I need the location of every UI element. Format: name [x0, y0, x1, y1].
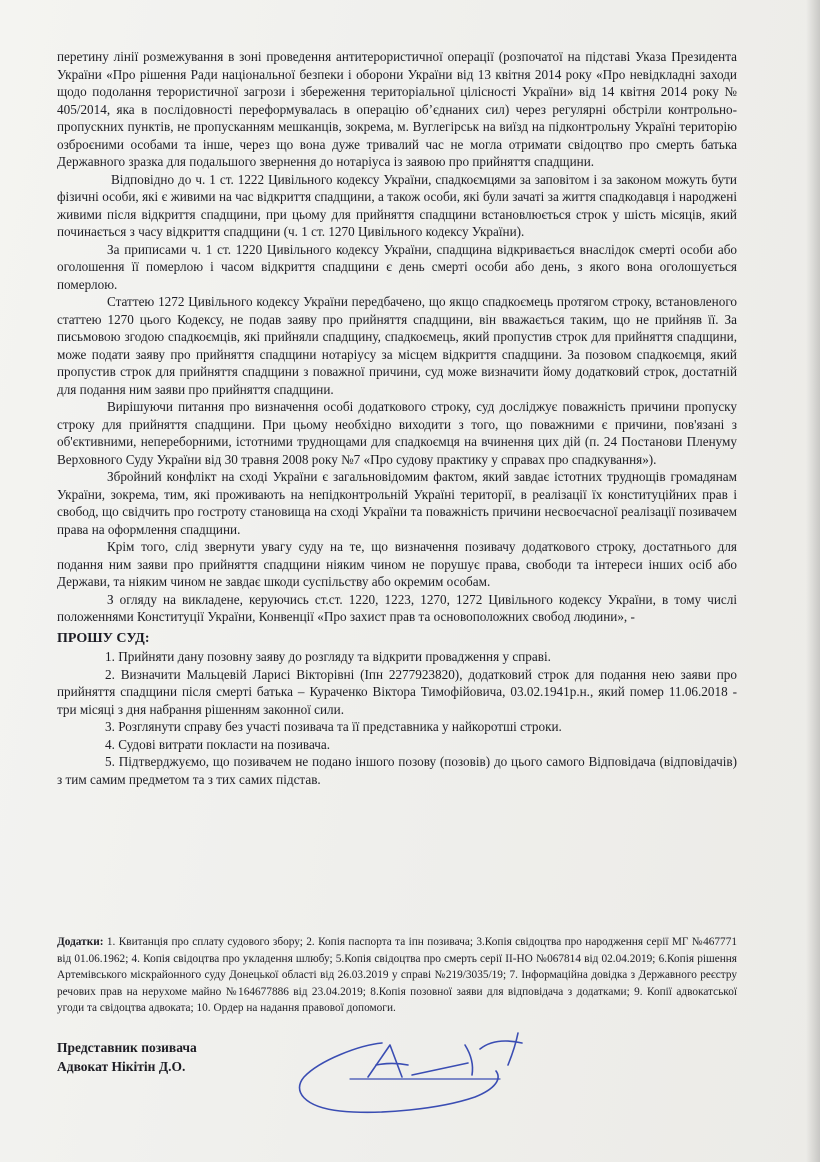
request-item: 4. Судові витрати покласти на позивача. [105, 736, 331, 752]
paragraph-article-1272: Статтею 1272 Цивільного кодексу України передбачено, що якщо спадкоємець протягом строку, встановленого статтею 1270 цього Кодексу, не подав заяву про прийняття спадщини, він вважається таким, що не прийняв її. За письмовою згодою спадкоємців, які прийняли спадщину, спадкоємець, який пропустив строк для прийняття спадщини, може подати заяву про прийняття спадщини нотаріусу за місцем відкриття спадщини. За позовом спадкоємця, який пропустив строк для прийняття спадщини з поважної причини, суд може визначити йому додатковий строк, достатній для подання ним заяви про прийняття спадщини. [57, 294, 737, 397]
attachments-label: Додатки: [57, 936, 104, 948]
request-heading: ПРОШУ СУД: [57, 630, 150, 646]
request-item: 5. Підтверджуємо, що позивачем не подано іншого позову (позовів) до цього самого Відповідача (відповідачів) з тим самим предметом та з тих самих підстав. [57, 754, 737, 787]
paragraph-continuation: перетину лінії розмежування в зоні проведення антитерористичної операції (розпочатої на підставі Указа Президента України «Про рішення Ради національної безпеки і оборони України від 13 квітня 2014 року «Про невідкладні заходи щодо подолання терористичної загрози і збереження територіальної цілісності України» від 14 квітня 2014 року № 405/2014, яка в послідовності переформувалась в операцію об’єднаних сил) через регулярні обстріли контрольно-пропускних пунктів, не пропусканням мешканців, зокрема, м. Вуглегірськ на виїзд на підконтрольну Україні територію озброєними особами та інше, через що вона дуже тривалий час не могла отримати свідоцтво про смерть батька Державного зразка для подальшого звернення до нотаріуса із заявою про прийняття спадщини. [57, 49, 737, 169]
document-body [57, 48, 737, 788]
request-item: 2. Визначити Мальцевій Ларисі Вікторівні (Іпн 2277923820), додатковий строк для подання нею заяви про прийняття спадщини після смерті батька – Кураченко Віктора Тимофійовича, 03.02.1941р.н., який помер 11.06.2018 - три місяці з дня набрання рішенням законної сили. [57, 666, 737, 717]
paragraph-additional-term: Вирішуючи питання про визначення особі додаткового строку, суд досліджує поважність причини пропуску строку для прийняття спадщини. При цьому необхідно виходити з того, що поважними є причини, пов'язані з об'єктивними, непереборними, істотними труднощами для спадкоємця на вчинення цих дій (п. 24 Постанови Пленуму Верховного Суду України від 30 травня 2008 року №7 «Про судову практику у справах про спадкування»). [57, 399, 737, 467]
request-item: 1. Прийняти дану позовну заяву до розгляду та відкрити провадження у справі. [105, 649, 551, 664]
paragraph-article-1220: За приписами ч. 1 ст. 1220 Цивільного кодексу України, спадщина відкривається внаслідок смерті особи або оголошення її померлою і часом відкриття спадщини є день смерті особи або день, з якого вона оголошується померлою. [57, 241, 737, 292]
signatory-role: Представник позивача [57, 1040, 197, 1055]
paragraph-conclusion: З огляду на викладене, керуючись ст.ст. 1220, 1223, 1270, 1272 Цивільного кодексу України, в тому числі положеннями Конституції України, Конвенції «Про захист прав та основоположних свобод людини», - [57, 591, 737, 624]
signature-block [57, 1038, 197, 1076]
request-item: 3. Розглянути справу без участі позивача та її представника у найкоротші строки. [105, 719, 562, 734]
signatory-name: Адвокат Нікітін Д.О. [57, 1059, 186, 1074]
attachments-list: 1. Квитанція про сплату судового збору; 2. Копія паспорта та іпн позивача; 3.Копія свідоцтва про народження серії МГ №467771 від 01.06.1962; 4. Копія свідоцтва про укладення шлюбу; 5.Копія свідоцтва про смерть серії ІІ-НО №067814 від 02.04.2019; 6.Копія рішення Артемівського міскрайонного суду Донецької області від 26.03.2019 у справі №219/3035/19; 7. Інформаційна довідка з Державного реєстру речових прав на нерухоме майно №164677886 від 23.04.2019; 8.Копія позовної заяви для відповідача з додатками; 9. Копії адвокатської угоди та свідоцтва адвоката; 10. Ордер на надання правової допомоги. [57, 936, 737, 1014]
paragraph-article-1222: Відповідно до ч. 1 ст. 1222 Цивільного кодексу України, спадкоємцями за заповітом і за законом можуть бути фізичні особи, які є живими на час відкриття спадщини, а також особи, які були зачаті за життя спадкодавця і народжені живими після відкриття спадщини, при цьому для прийняття спадщини встановлюється строк у шість місяців, який починається з часу відкриття спадщини (ч. 1 ст. 1270 Цивільного кодексу України). [57, 171, 737, 239]
paragraph-no-harm: Крім того, слід звернути увагу суду на те, що визначення позивачу додаткового строку, достатнього для подання ним заяви про прийняття спадщини ніяким чином не порушує права, свободи та інтереси інших осіб або Держави, та ніяким чином не завдає шкоди суспільству або окремим особам. [57, 539, 737, 589]
page-edge-shadow [806, 0, 820, 1162]
paragraph-armed-conflict: Збройний конфлікт на сході України є загальновідомим фактом, який завдає істотних труднощів громадянам України, зокрема, тим, які проживають на непідконтрольній Україні території, в реалізації їх конституційних прав і свобод, що свідчить про гостроту становища на сході України та поважність причини несвоєчасної реалізації позивачем права на оформлення спадщини. [57, 469, 737, 537]
handwritten-signature [290, 1005, 560, 1125]
